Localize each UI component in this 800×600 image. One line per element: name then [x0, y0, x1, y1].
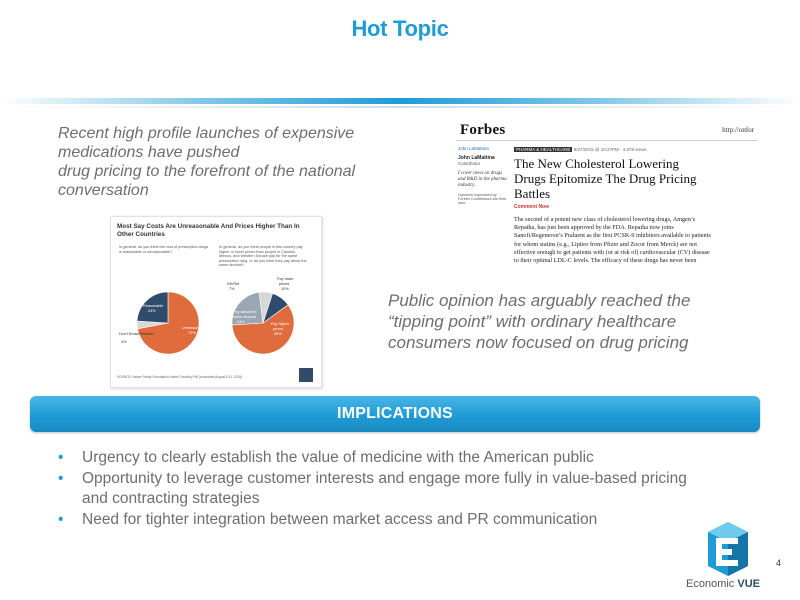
- right-quote-line: “tipping point” with ordinary healthcare: [388, 312, 677, 331]
- forbes-logo: Forbes: [460, 122, 506, 138]
- bullet-text-continued: and contracting strategies: [82, 490, 260, 507]
- left-quote-line: medications have pushed: [58, 144, 240, 161]
- forbes-body-line: for whom statins (e.g., Lipitor from Pfizer and Zocor from Merck) are not: [514, 240, 697, 248]
- pie1-label-dk-pct: 4%: [121, 340, 127, 344]
- list-item: [58, 510, 788, 530]
- survey-chart-title: Most Say Costs Are Unreasonable And Prices Higher Than In Other Countries: [117, 223, 300, 238]
- pie1-label-unreasonable-pct: 72%: [188, 331, 196, 335]
- pie2-label-lower-2: prices: [279, 282, 290, 286]
- left-quote-line: drug pricing to the forefront of the national: [58, 163, 356, 180]
- forbes-author-column: [458, 146, 508, 206]
- right-quote-line: Public opinion has arguably reached the: [388, 291, 691, 310]
- page-number: 4: [776, 558, 782, 568]
- survey-source: SOURCE: Kaiser Family Foundation Health Tracking Poll (conducted August 6-11, 2015): [117, 375, 243, 379]
- pie1-label-reasonable: Reasonable: [143, 304, 164, 308]
- forbes-body-line: Repatha, has just been approved by the FDA. Repatha now joins: [514, 224, 674, 232]
- forbes-body-line: to their optimal LDL-C levels. The efficacy of these drugs has never been: [514, 257, 697, 265]
- pie2-label-dk-pct: 7%: [229, 287, 235, 291]
- survey-question-2: In general, do you think people in this country pay higher or lower prices than people in Canada, Mexico, and Western Europe pay for the same prescription drug, or do you think they pay about the same amount?: [219, 245, 307, 268]
- forbes-disclaimer: Opinions expressed by Forbes Contributors are their own.: [458, 192, 507, 206]
- left-quote-line: Recent high profile launches of expensive: [58, 125, 355, 142]
- forbes-comment-link: Comment Now: [514, 204, 549, 210]
- pie1-label-unreasonable: Unreasonable: [182, 326, 206, 330]
- list-item: [58, 469, 788, 509]
- forbes-headline-line: Drugs Epitomize The Drug Pricing: [514, 171, 697, 186]
- forbes-url: http://onfor: [722, 126, 754, 134]
- pie2-label-dk: DK/Ref: [227, 282, 240, 286]
- header-divider: [0, 98, 800, 104]
- brand-wordmark-light: Economic: [686, 578, 738, 590]
- forbes-body: [514, 216, 756, 265]
- forbes-body-line: The second of a potent new class of cholesterol lowering drugs, Amgen’s: [514, 216, 696, 223]
- forbes-headline-line: The New Cholesterol Lowering: [514, 156, 679, 171]
- brand-wordmark: [686, 578, 760, 590]
- forbes-author-link: John LaMattina: [458, 146, 489, 151]
- left-quote: [58, 124, 398, 200]
- forbes-date: 8/27/2015 @ 10:27PM · 4,878 views: [573, 147, 647, 152]
- bullet-icon: •: [58, 470, 64, 487]
- pie2-label-higher-pct: 59%: [274, 332, 282, 336]
- forbes-body-line: effective enough to get patients with (or at risk of) cardiovascular (CV) disease: [514, 248, 710, 256]
- bullet-icon: •: [58, 449, 64, 466]
- page-title: Hot Topic: [351, 16, 449, 41]
- brand-wordmark-bold: VUE: [737, 578, 760, 590]
- economic-vue-logo-icon: [706, 520, 750, 578]
- pie2-label-higher: Pay higher: [271, 322, 290, 326]
- pie-reasonableness: [137, 292, 199, 354]
- forbes-section-tag: PHARMA & HEALTHCARE: [516, 147, 571, 152]
- pie2-label-same-2: same amount: [233, 315, 257, 319]
- implications-heading: IMPLICATIONS: [337, 405, 453, 422]
- right-quote: [388, 290, 760, 353]
- forbes-meta: [514, 147, 647, 152]
- bullet-text: Opportunity to leverage customer interests and engage more fully in value-based pricing: [82, 470, 687, 487]
- forbes-author-name: John LaMattina: [458, 154, 495, 161]
- survey-pies: [111, 217, 321, 387]
- pie2-label-lower: Pay lower: [277, 277, 294, 281]
- survey-chart-card: [110, 216, 322, 388]
- survey-question-1: In general, do you think the cost of prescription drugs is reasonable or unreasonable?: [119, 245, 209, 254]
- pie1-label-reasonable-pct: 24%: [148, 309, 156, 313]
- forbes-headline: [514, 156, 754, 201]
- pie2-label-same-pct: 24%: [237, 320, 245, 324]
- implications-list: [58, 448, 788, 531]
- bullet-icon: •: [58, 511, 64, 528]
- forbes-divider: [456, 140, 758, 141]
- forbes-article-clip: [456, 120, 758, 272]
- forbes-headline-line: Battles: [514, 186, 551, 201]
- left-quote-line: conversation: [58, 182, 149, 199]
- forbes-author-role: Contributor: [458, 161, 481, 166]
- pie1-label-dk: Don't Know/Refused: [119, 332, 154, 336]
- header-divider-shadow: [0, 106, 800, 108]
- pie2-label-lower-pct: 10%: [281, 287, 289, 291]
- bullet-text: Urgency to clearly establish the value of medicine with the American public: [82, 449, 594, 466]
- kff-logo-badge: [299, 368, 313, 382]
- right-quote-line: consumers now focused on drug pricing: [388, 333, 689, 352]
- list-item: [58, 448, 788, 468]
- pie2-label-same: Pay about the: [233, 310, 257, 314]
- pie2-label-higher-2: prices: [273, 327, 284, 331]
- bullet-text: Need for tighter integration between market access and PR communication: [82, 511, 598, 528]
- forbes-author-blurb: I cover news on drugs and R&D in the pharma industry.: [458, 170, 507, 188]
- implications-banner: [30, 396, 760, 432]
- forbes-body-line: Sanofi/Regeneron’s Praluent as the first PCSK-9 inhibitors available to patients: [514, 232, 711, 240]
